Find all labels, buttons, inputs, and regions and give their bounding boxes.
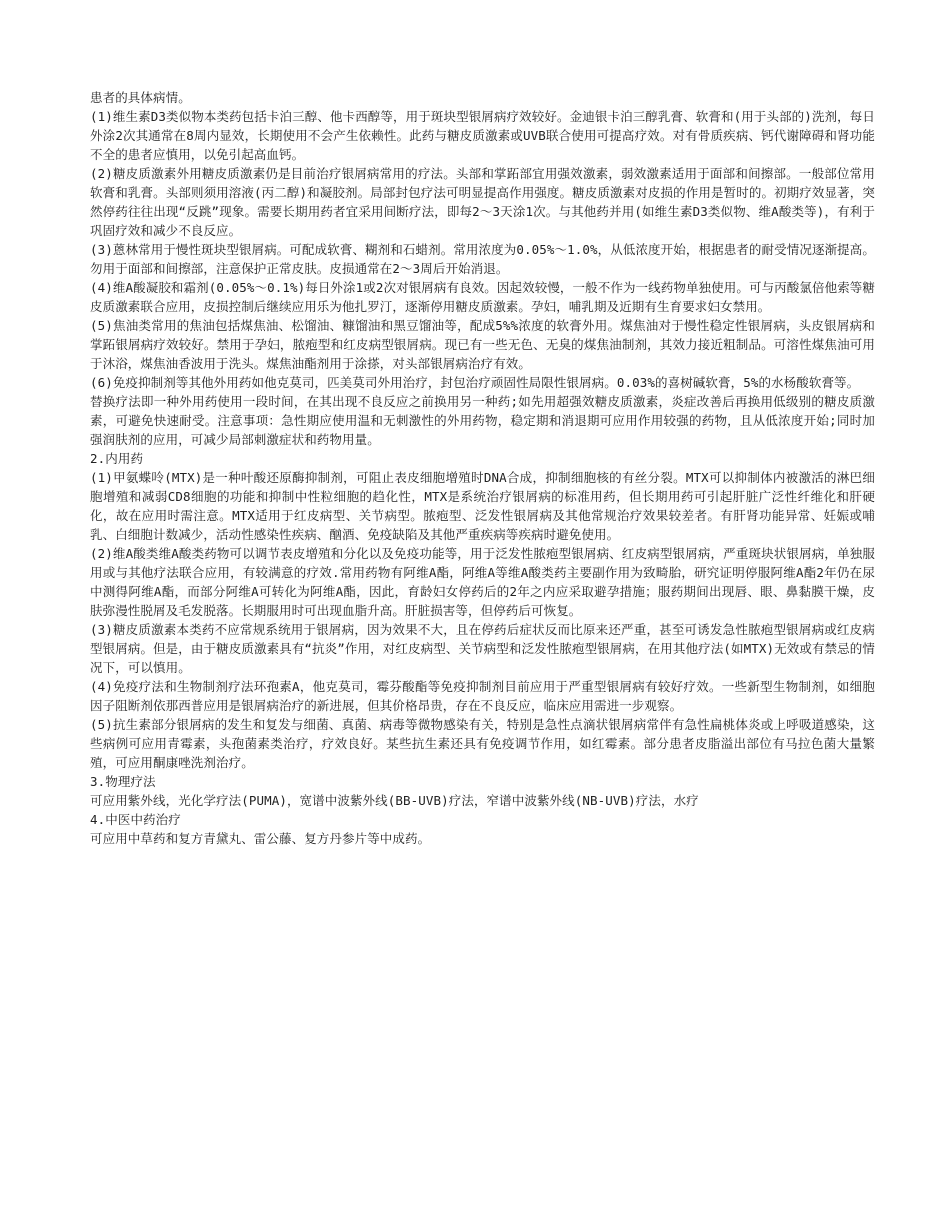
text-paragraph: 患者的具体病情。 xyxy=(90,90,191,105)
text-paragraph: (2)糖皮质激素外用糖皮质激素仍是目前治疗银屑病常用的疗法。头部和掌跖部宜用强效激素，弱效激素适用于面部和间擦部。一般部位常用软膏和乳膏。头部则须用溶液(丙二醇)和凝胶剂。局部封包疗法可明显提高作用强度。糖皮质激素对皮损的作用是暂时的。初期疗效显著，突然停药往往出现“反跳”现象。需要长期用药者宜采用间断疗法，即每2～3天涂1次。与其他药并用(如维生素D3类似物、维A酸类等)，有利于巩固疗效和减少不良反应。 xyxy=(90,166,875,238)
text-paragraph: 替换疗法即一种外用药使用一段时间，在其出现不良反应之前换用另一种药;如先用超强效糖皮质激素，炎症改善后再换用低级别的糖皮质激素，可避免快速耐受。注意事项：急性期应使用温和无刺激性的外用药物，稳定期和消退期可应用作用较强的药物，且从低浓度开始;同时加强润肤剂的应用，可减少局部刺激症状和药物用量。 xyxy=(90,394,875,447)
text-paragraph: (4)维A酸凝胶和霜剂(0.05%～0.1%)每日外涂1或2次对银屑病有良效。因起效较慢，一般不作为一线药物单独使用。可与丙酸氯倍他索等糖皮质激素联合应用，皮损控制后继续应用乐为他扎罗汀，逐渐停用糖皮质激素。孕妇，哺乳期及近期有生育要求妇女禁用。 xyxy=(90,280,875,314)
text-paragraph: 可应用紫外线，光化学疗法(PUMA)，宽谱中波紫外线(BB-UVB)疗法，窄谱中波紫外线(NB-UVB)疗法，水疗 xyxy=(90,793,699,808)
text-paragraph: (1)甲氨蝶呤(MTX)是一种叶酸还原酶抑制剂，可阻止表皮细胞增殖时DNA合成，抑制细胞核的有丝分裂。MTX可以抑制体内被激活的淋巴细胞增殖和减弱CD8细胞的功能和抑制中性粒细胞的趋化性，MTX是系统治疗银屑病的标准用药，但长期用药可引起肝脏广泛性纤维化和肝硬化，故在应用时需注意。MTX适用于红皮病型、关节病型。脓疱型、泛发性银屑病及其他常规治疗效果较差者。有肝肾功能异常、妊娠或哺乳、白细胞计数减少，活动性感染性疾病、酗酒、免疫缺陷及其他严重疾病等疾病时避免使用。 xyxy=(90,470,875,542)
text-paragraph: 可应用中草药和复方青黛丸、雷公藤、复方丹参片等中成药。 xyxy=(90,831,431,846)
text-paragraph: (6)免疫抑制剂等其他外用药如他克莫司，匹美莫司外用治疗，封包治疗顽固性局限性银屑病。0.03%的喜树碱软膏，5%的水杨酸软膏等。 xyxy=(90,375,860,390)
document-page xyxy=(90,88,875,848)
text-paragraph: (3)糖皮质激素本类药不应常规系统用于银屑病，因为效果不大，且在停药后症状反而比原来还严重，甚至可诱发急性脓疱型银屑病或红皮病型银屑病。但是，由于糖皮质激素具有“抗炎”作用，对红皮病型、关节病型和泛发性脓疱型银屑病，在用其他疗法(如MTX)无效或有禁忌的情况下，可以慎用。 xyxy=(90,622,875,675)
text-paragraph: (5)抗生素部分银屑病的发生和复发与细菌、真菌、病毒等微物感染有关，特别是急性点滴状银屑病常伴有急性扁桃体炎或上呼吸道感染，这些病例可应用青霉素，头孢菌素类治疗，疗效良好。某些抗生素还具有免疫调节作用，如红霉素。部分患者皮脂溢出部位有马拉色菌大量繁殖，可应用酮康唑洗剂治疗。 xyxy=(90,717,875,770)
section-heading: 3.物理疗法 xyxy=(90,774,156,789)
section-heading: 2.内用药 xyxy=(90,451,144,466)
section-heading: 4.中医中药治疗 xyxy=(90,812,181,827)
text-paragraph: (1)维生素D3类似物本类药包括卡泊三醇、他卡西醇等，用于斑块型银屑病疗效较好。金迪银卡泊三醇乳膏、软膏和(用于头部的)洗剂，每日外涂2次其通常在8周内显效，长期使用不会产生依赖性。此药与糖皮质激素或UVB联合使用可提高疗效。对有骨质疾病、钙代谢障碍和肾功能不全的患者应慎用，以免引起高血钙。 xyxy=(90,109,875,162)
text-paragraph: (4)免疫疗法和生物制剂疗法环孢素A，他克莫司，霉芬酸酯等免疫抑制剂目前应用于严重型银屑病有较好疗效。一些新型生物制剂，如细胞因子阻断剂依那西普应用是银屑病治疗的新进展，但其价格昂贵，存在不良反应，临床应用需进一步观察。 xyxy=(90,679,875,713)
text-paragraph: (5)焦油类常用的焦油包括煤焦油、松馏油、糠馏油和黑豆馏油等，配成5%%浓度的软膏外用。煤焦油对于慢性稳定性银屑病，头皮银屑病和掌跖银屑病疗效较好。禁用于孕妇，脓疱型和红皮病型银屑病。现已有一些无色、无臭的煤焦油制剂，其效力接近粗制品。可溶性煤焦油可用于沐浴，煤焦油香波用于洗头。煤焦油酯剂用于涂搽，对头部银屑病治疗有效。 xyxy=(90,318,875,371)
text-paragraph: (3)蒽林常用于慢性斑块型银屑病。可配成软膏、糊剂和石蜡剂。常用浓度为0.05%～1.0%，从低浓度开始，根据患者的耐受情况逐渐提高。勿用于面部和间擦部，注意保护正常皮肤。皮损通常在2～3周后开始消退。 xyxy=(90,242,875,276)
text-paragraph: (2)维A酸类维A酸类药物可以调节表皮增殖和分化以及免疫功能等，用于泛发性脓疱型银屑病、红皮病型银屑病，严重斑块状银屑病，单独服用或与其他疗法联合应用，有较满意的疗效.常用药物有阿维A酯，阿维A等维A酸类药主要副作用为致畸胎，研究证明停服阿维A酯2年仍在尿中测得阿维A酯，而部分阿维A可转化为阿维A酯，因此，育龄妇女停药后的2年之内应采取避孕措施；服药期间出现唇、眼、鼻黏膜干燥，皮肤弥漫性脱屑及毛发脱落。长期服用时可出现血脂升高。肝脏损害等，但停药后可恢复。 xyxy=(90,546,875,618)
